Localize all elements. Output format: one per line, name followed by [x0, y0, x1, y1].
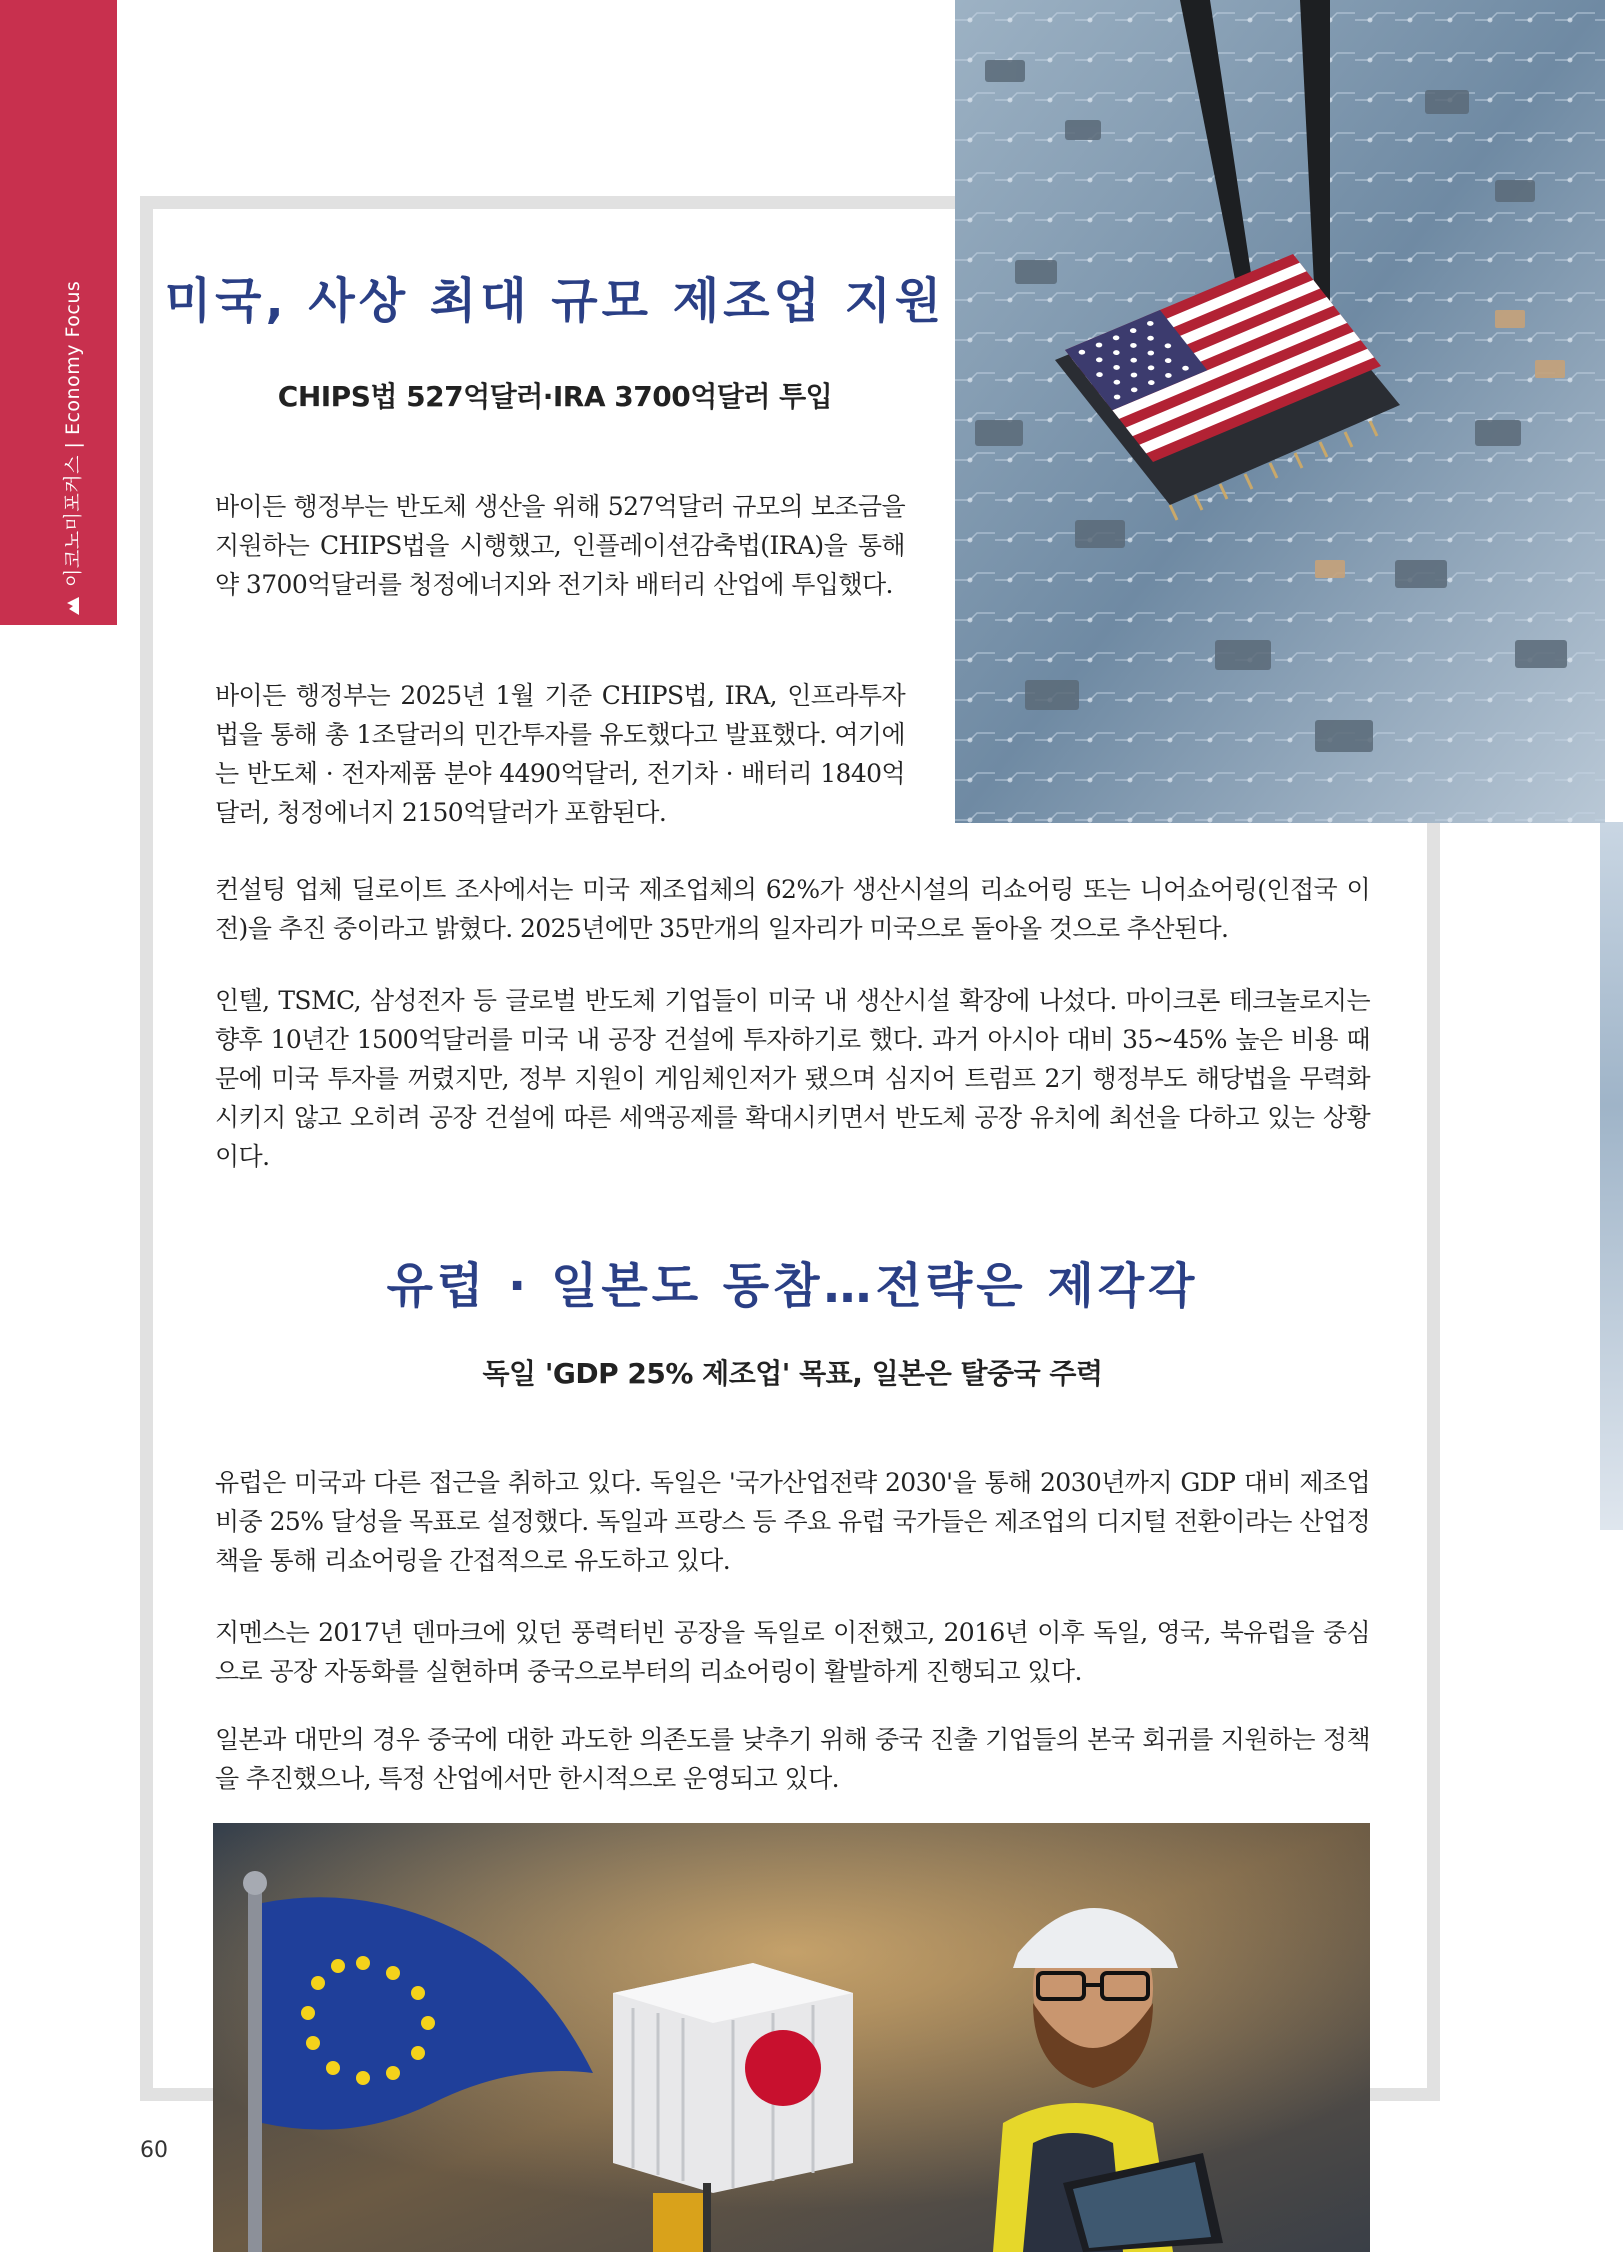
edge-photo-strip — [1600, 822, 1623, 1530]
section1-paragraph: 바이든 행정부는 2025년 1월 기준 CHIPS법, IRA, 인프라투자법을 통해 총 1조달러의 민간투자를 유도했다고 발표했다. 여기에는 반도체 · 전자제품 분야 4490억달러, 전기차 · 배터리 1840억달러, 청정에너지 2150억달러가 포함된다. — [215, 681, 905, 827]
section2-paragraph: 일본과 대만의 경우 중국에 대한 과도한 의존도를 낮추기 위해 중국 진출 기업들의 본국 회귀를 지원하는 정책을 추진했으나, 특정 산업에서만 한시적으로 운영되고 있다. — [215, 1725, 1370, 1793]
section2-title: 유럽 · 일본도 동참…전략은 제각각 — [386, 1258, 1199, 1314]
page-number: 60 — [140, 2138, 168, 2163]
eu-japan-factory-photo — [213, 1823, 1370, 2252]
section2-paragraph: 지멘스는 2017년 덴마크에 있던 풍력터빈 공장을 독일로 이전했고, 2016년 이후 독일, 영국, 북유럽을 중심으로 공장 자동화를 실현하며 중국으로부터의 리쇼어링이 활발하게 진행되고 있다. — [215, 1618, 1370, 1686]
us-flag-chip-photo — [955, 0, 1605, 823]
section1-paragraph: 바이든 행정부는 반도체 생산을 위해 527억달러 규모의 보조금을 지원하는 CHIPS법을 시행했고, 인플레이션감축법(IRA)을 통해 약 3700억달러를 청정에너지와 전기차 배터리 산업에 투입했다. — [215, 492, 905, 599]
section1-paragraph: 인텔, TSMC, 삼성전자 등 글로벌 반도체 기업들이 미국 내 생산시설 확장에 나섰다. 마이크론 테크놀로지는 향후 10년간 1500억달러를 미국 내 공장 건설에 투자하기로 했다. 과거 아시아 대비 35~45% 높은 비용 때문에 미국 투자를 꺼렸지만, 정부 지원이 게임체인저가 됐으며 심지어 트럼프 2기 행정부도 해당법을 무력화 시키지 않고 오히려 공장 건설에 따른 세액공제를 확대시키면서 반도체 공장 유치에 최선을 다하고 있는 상황이다. — [215, 986, 1370, 1171]
section1-subtitle: CHIPS법 527억달러·IRA 3700억달러 투입 — [277, 380, 833, 413]
mountain-logo-icon — [65, 597, 79, 615]
section-tab-label: 이코노미포커스 | Economy Focus — [58, 281, 85, 615]
section2-subtitle: 독일 'GDP 25% 제조업' 목표, 일본은 탈중국 주력 — [482, 1357, 1103, 1390]
section2-paragraph: 유럽은 미국과 다른 접근을 취하고 있다. 독일은 '국가산업전략 2030'을 통해 2030년까지 GDP 대비 제조업 비중 25% 달성을 목표로 설정했다. 독일과 프랑스 등 주요 유럽 국가들은 제조업의 디지털 전환이라는 산업정책을 통해 리쇼어링을 간접적으로 유도하고 있다. — [215, 1468, 1370, 1575]
section1-paragraph: 컨설팅 업체 딜로이트 조사에서는 미국 제조업체의 62%가 생산시설의 리쇼어링 또는 니어쇼어링(인접국 이전)을 추진 중이라고 밝혔다. 2025년에만 35만개의 일자리가 미국으로 돌아올 것으로 추산된다. — [215, 875, 1370, 943]
section1-title: 미국, 사상 최대 규모 제조업 지원 — [164, 273, 946, 329]
